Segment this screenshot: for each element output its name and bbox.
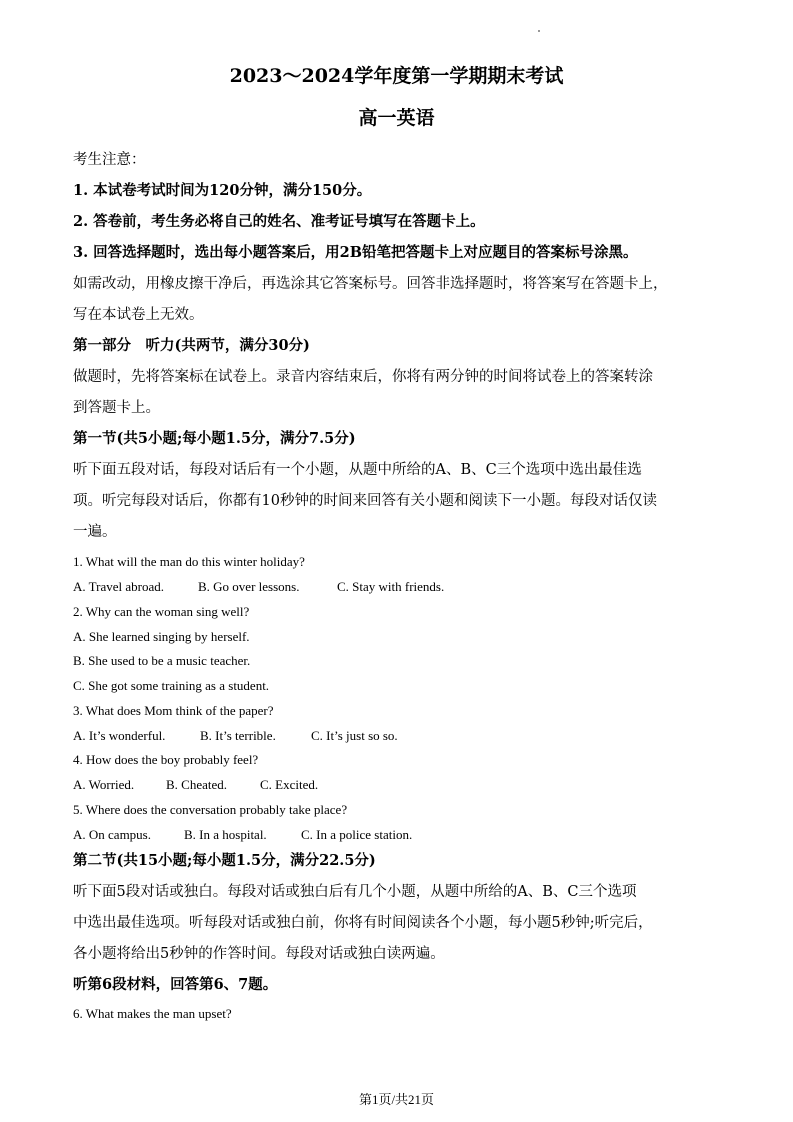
- question-4-option-b: B. Cheated.: [166, 777, 228, 792]
- section1-instruction-line-1: 听下面五段对话，每段对话后有一个小题，从题中所给的A、B、C三个选项中选出最佳选: [73, 462, 642, 478]
- exam-subtitle: 高一英语: [358, 107, 435, 129]
- notice-item-3-line-3: 写在本试卷上无效。: [73, 307, 204, 323]
- scan-dot: [538, 30, 540, 32]
- question-1-stem: 1. What will the man do this winter holiday?: [73, 554, 305, 569]
- question-5-option-b: B. In a hospital.: [184, 827, 267, 842]
- question-1-options: [73, 579, 444, 595]
- question-5-option-c: C. In a police station.: [301, 827, 413, 842]
- question-3-option-a: A. It’s wonderful.: [73, 728, 166, 743]
- question-2-stem: 2. Why can the woman sing well?: [73, 604, 250, 619]
- notice-item-1: 1. 本试卷考试时间为120分钟，满分150分。: [73, 182, 372, 199]
- notice-item-3-line-1: 3. 回答选择题时，选出每小题答案后，用2B铅笔把答题卡上对应题目的答案标号涂黑。: [73, 244, 638, 261]
- section1-heading: 第一节(共5小题;每小题1.5分，满分7.5分): [73, 430, 356, 447]
- question-2-option-b: B. She used to be a music teacher.: [73, 653, 251, 668]
- notice-item-2: 2. 答卷前，考生务必将自己的姓名、准考证号填写在答题卡上。: [73, 213, 485, 230]
- part1-heading: 第一部分 听力(共两节，满分30分): [73, 337, 310, 354]
- question-1-option-b: B. Go over lessons.: [198, 579, 300, 594]
- question-5-stem: 5. Where does the conversation probably take place?: [73, 802, 348, 817]
- question-5-options: [73, 827, 412, 843]
- question-4-options: [73, 777, 318, 793]
- question-1-option-a: A. Travel abroad.: [73, 579, 164, 594]
- notice-heading: 考生注意：: [73, 152, 146, 168]
- question-3-option-b: B. It’s terrible.: [200, 728, 276, 743]
- question-3-option-c: C. It’s just so so.: [311, 728, 398, 743]
- question-2-option-c: C. She got some training as a student.: [73, 678, 270, 693]
- section2-instruction-line-3: 各小题将给出5秒钟的作答时间。每段对话或独白读两遍。: [73, 946, 445, 962]
- exam-title: 2023～2024学年度第一学期期末考试: [229, 65, 564, 87]
- section2-instruction-line-2: 中选出最佳选项。听每段对话或独白前，你将有时间阅读各个小题，每小题5秒钟;听完后，: [73, 915, 653, 931]
- question-3-stem: 3. What does Mom think of the paper?: [73, 703, 274, 718]
- question-4-option-a: A. Worried.: [73, 777, 135, 792]
- question-4-option-c: C. Excited.: [260, 777, 319, 792]
- question-5-option-a: A. On campus.: [73, 827, 151, 842]
- question-3-options: [73, 728, 398, 744]
- question-1-option-c: C. Stay with friends.: [337, 579, 445, 594]
- section2-heading: 第二节(共15小题;每小题1.5分，满分22.5分): [73, 852, 376, 869]
- page-number: 第1页/共21页: [358, 1092, 435, 1107]
- question-4-stem: 4. How does the boy probably feel?: [73, 752, 259, 767]
- question-2-option-a: A. She learned singing by herself.: [73, 629, 250, 644]
- part1-instruction-line-1: 做题时，先将答案标在试卷上。录音内容结束后，你将有两分钟的时间将试卷上的答案转涂: [73, 369, 653, 385]
- question-6-stem: 6. What makes the man upset?: [73, 1006, 232, 1021]
- section1-instruction-line-3: 一遍。: [73, 524, 117, 540]
- section1-instruction-line-2: 项。听完每段对话后，你都有10秒钟的时间来回答有关小题和阅读下一小题。每段对话仅读: [73, 493, 657, 509]
- section2-instruction-line-1: 听下面5段对话或独白。每段对话或独白后有几个小题，从题中所给的A、B、C三个选项: [73, 884, 637, 900]
- material-6-heading: 听第6段材料，回答第6、7题。: [73, 976, 278, 993]
- part1-instruction-line-2: 到答题卡上。: [73, 400, 160, 416]
- notice-item-3-line-2: 如需改动，用橡皮擦干净后，再选涂其它答案标号。回答非选择题时，将答案写在答题卡上，: [73, 276, 668, 292]
